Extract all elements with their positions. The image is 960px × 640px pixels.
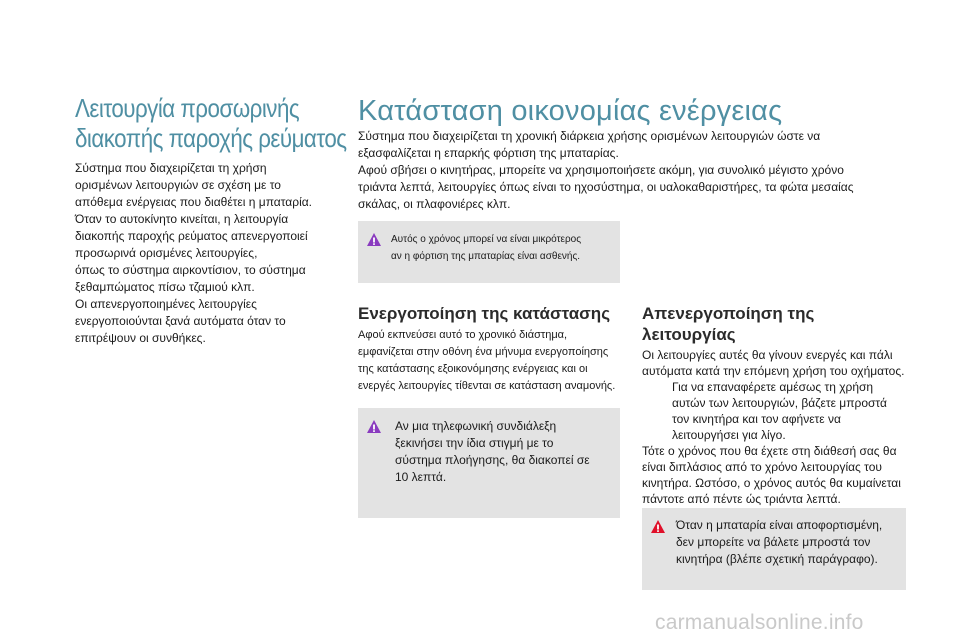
left-section-body: [75, 160, 345, 347]
text-line: Οι λειτουργίες αυτές θα γίνουν ενεργές και πάλι: [642, 348, 893, 362]
text-line: Για να επαναφέρετε αμέσως τη χρήση: [672, 380, 874, 394]
text-line: Όταν η μπαταρία είναι αποφορτισμένη,: [676, 518, 883, 532]
text-line: επιτρέψουν οι συνθήκες.: [75, 331, 206, 345]
text-line: κινητήρα (βλέπε σχετική παράγραφο).: [676, 552, 878, 566]
text-line: Αφού εκπνεύσει αυτό το χρονικό διάστημα,: [358, 329, 568, 341]
info-icon: [366, 419, 382, 435]
text-line: κινητήρα. Ωστόσο, ο χρόνος αυτός θα κυμαίνεται: [642, 476, 901, 490]
text-line: εμφανίζεται στην οθόνη ένα μήνυμα ενεργοποίησης: [358, 346, 609, 358]
bullet-marker-icon: [642, 379, 672, 443]
text-line: ενεργές λειτουργίες τίθενται σε κατάσταση αναμονής.: [358, 380, 616, 392]
text-line: αυτών των λειτουργιών, βάζετε μπροστά: [672, 396, 887, 410]
text-line: Όταν το αυτοκίνητο κινείται, η λειτουργία: [75, 212, 289, 226]
activation-title: Ενεργοποίηση της κατάστασης: [358, 304, 611, 323]
text-line: εξασφαλίζεται η επαρκής φόρτιση της μπαταρίας.: [358, 146, 619, 160]
main-section-title: Κατάσταση οικονομίας ενέργειας: [358, 95, 783, 127]
info-note-call: [358, 408, 620, 518]
info-icon: [366, 232, 382, 248]
left-title-line-2: διακοπής παροχής ρεύματος: [75, 123, 347, 153]
text-line: σύστημα πλοήγησης, θα διακοπεί σε: [395, 453, 590, 467]
deactivation-title: [642, 303, 912, 345]
deactivation-body: [642, 347, 912, 507]
text-line: ξεκινήσει την ίδια στιγμή με το: [395, 436, 554, 450]
text-line: διακοπής παροχής ρεύματος απενεργοποιεί: [75, 229, 308, 243]
info-note-text: [391, 231, 617, 265]
text-line: της κατάστασης εξοικονόμησης ενέργειας και οι: [358, 363, 588, 375]
warning-note-battery: [642, 508, 906, 590]
text-line: όπως το σύστημα αιρκοντίσιον, το σύστημα: [75, 263, 306, 277]
watermark: carmanualsonline.info: [655, 611, 864, 634]
deactivation-title-line-1: Απενεργοποίηση της: [642, 304, 815, 323]
bullet-item: [642, 379, 912, 443]
text-line: πάντοτε από πέντε ώς τριάντα λεπτά.: [642, 492, 841, 506]
text-line: ενεργοποιούνται ξανά αυτόματα όταν το: [75, 314, 286, 328]
text-line: τριάντα λεπτά, λειτουργίες όπως είναι το ηχοσύστημα, οι υαλοκαθαριστήρες, τα φώτα μεσαίας: [358, 180, 854, 194]
text-line: αν η φόρτιση της μπαταρίας είναι ασθενής.: [391, 251, 581, 262]
text-line: 10 λεπτά.: [395, 470, 447, 484]
activation-body: [358, 327, 628, 395]
text-line: Αν μια τηλεφωνική συνδιάλεξη: [395, 419, 557, 433]
bullet-text: [672, 379, 912, 443]
text-line: είναι διπλάσιος από το χρόνο λειτουργίας του: [642, 460, 882, 474]
left-title-line-1: Λειτουργία προσωρινής: [75, 93, 300, 123]
text-line: τον κινητήρα και τον αφήνετε να: [672, 412, 841, 426]
text-line: ορισμένων λειτουργιών σε σχέση με το: [75, 178, 281, 192]
text-line: σκάλας, οι πλαφονιέρες κλπ.: [358, 197, 511, 211]
text-line: ξεθαμπώματος πίσω τζαμιού κλπ.: [75, 280, 255, 294]
deactivation-title-line-2: λειτουργίας: [642, 325, 736, 344]
text-line: Τότε ο χρόνος που θα έχετε στη διάθεσή σας θα: [642, 444, 897, 458]
left-section-title: [75, 93, 347, 153]
text-line: προσωρινά ορισμένες λειτουργίες,: [75, 246, 258, 260]
text-line: λειτουργήσει για λίγο.: [672, 428, 786, 442]
text-line: απόθεμα ενέργειας που διαθέτει η μπαταρία.: [75, 195, 313, 209]
text-line: Οι απενεργοποιημένες λειτουργίες: [75, 297, 257, 311]
text-line: αυτόματα κατά την επόμενη χρήση του οχήματος.: [642, 364, 905, 378]
text-line: δεν μπορείτε να βάλετε μπροστά τον: [676, 535, 871, 549]
warning-icon: [650, 519, 666, 535]
main-intro: [358, 128, 898, 213]
text-line: Σύστημα που διαχειρίζεται τη χρονική διάρκεια χρήσης ορισμένων λειτουργιών ώστε να: [358, 129, 821, 143]
warning-note-text: [676, 517, 904, 568]
text-line: Σύστημα που διαχειρίζεται τη χρήση: [75, 161, 267, 175]
info-note-battery: [358, 221, 620, 283]
text-line: Αυτός ο χρόνος μπορεί να είναι μικρότερος: [391, 234, 582, 245]
text-line: Αφού σβήσει ο κινητήρας, μπορείτε να χρησιμοποιήσετε ακόμη, για συνολικό μέγιστο χρόνο: [358, 163, 844, 177]
info-note-text: [395, 418, 617, 486]
